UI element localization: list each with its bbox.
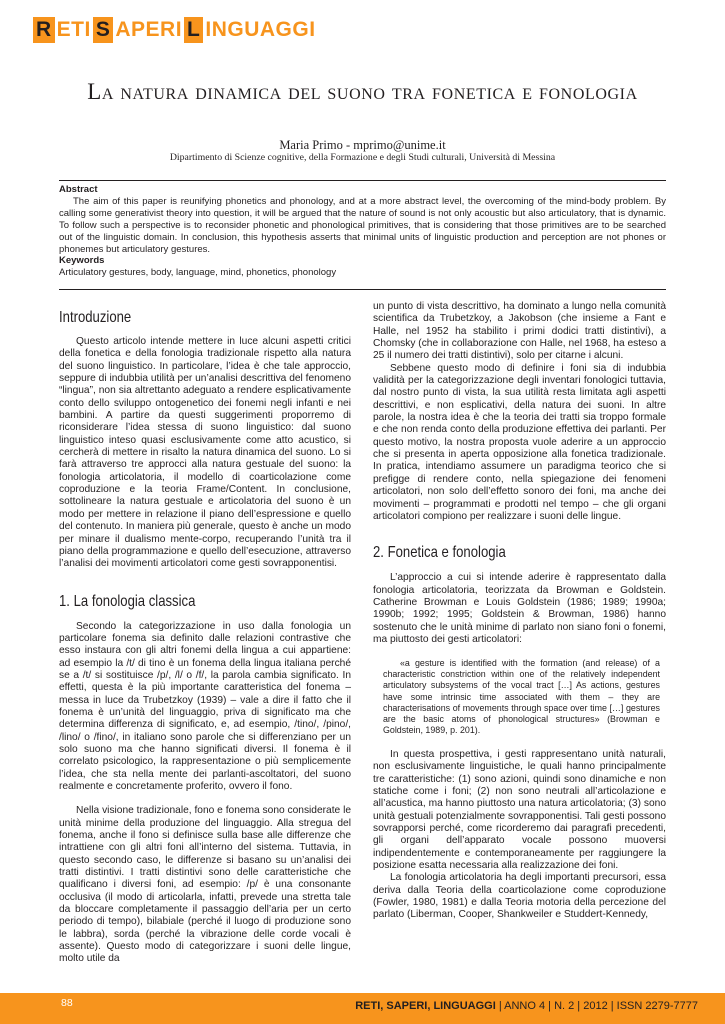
logo-letter-r: R: [33, 17, 55, 43]
logo-word-inguaggi: INGUAGGI: [205, 18, 316, 41]
logo-letter-s: S: [93, 17, 114, 43]
journal-logo: [33, 17, 318, 43]
section-heading-introduzione: Introduzione: [59, 309, 132, 326]
section1-paragraph-2: Nella visione tradizionale, fono e fonema sono considerate le unità minime della produzione del linguaggio. Alla stregua del fonema, anche il fono si definisce sulla base alle differenze che intrattiene con gli altri foni all’interno del sistema. Tuttavia, in questo secondo caso, le differenze si basano su un’analisi dei tratti distintivi. I tratti distintivi sono delle caratteristiche che qualificano i diversi foni, ad esempio: /p/ è una consonante occlusiva (il modo di articolarla, infatti, prevede una stretta tale da bloccare completamente il passaggio dell’aria per un certo periodo di tempo), bilabiale (perché il luogo di produzione sono le labbra), sorda (perché la vibrazione delle corde vocali è assente). Questo modo di categorizzare i suoni delle lingue, molto utile da: [59, 805, 351, 965]
page-number: 88: [61, 997, 73, 1009]
abstract-bottom-rule: [59, 289, 666, 290]
logo-word-aperi: APERI: [115, 18, 183, 41]
abstract-label: Abstract: [59, 184, 98, 195]
section1-paragraph-1: Secondo la categorizzazione in uso dalla fonologia un particolare fonema sia definito dalle relazioni contrastive che esso instaura con gli altri fonemi della lingua a cui appartiene: ad esempio la /t/ di tino è un fonema della lingua italiana perché se a /t/ si sostituisce /p/, /l/ o /f/, la parola cambia significato. In effetti, questa è la più importante caratteristica del fonema – messa in luce da Trubetzkoy (1939) – vale a dire il fatto che il fonema è un’unità del linguaggio, priva di significato ma che determina differenza di significato, e, ad esempio, /tino/, /pino/, /lino/ o /fino/, in italiano sono parole che si differenziano per un solo suono ma che hanno significati diversi. Il fonema è il correlato psicologico, la rappresentazione o più semplicemente l’idea, che sta nella mente dei parlanti-ascoltatori, del suono realmente e concretamente proferito, ovvero il fono.: [59, 620, 351, 792]
journal-name: RETI, SAPERI, LINGUAGGI: [355, 1000, 496, 1012]
logo-letter-l: L: [184, 17, 203, 43]
left-column: [59, 301, 351, 966]
section-heading-fonologia-classica: 1. La fonologia classica: [59, 592, 196, 610]
right-column: [373, 301, 666, 922]
section2-paragraph-2: In questa prospettiva, i gesti rappresentano unità naturali, non esclusivamente linguistiche, le quali hanno principalmente tre caratteristiche: (1) sono azioni, quindi sono dinamiche e non statiche come i foni; (2) non sono neutrali all’articolazione e all’acustica, ma hanno piuttosto una natura articolatoria; (3) sono unità gestuali potenzialmente sovrapponentisi. Tali gesti possono sovrapporsi perché, come ricorderemo dai paragrafi precedenti, gli organi dell’apparato vocale possono muoversi indipendentemente e contemporaneamente per raggiungere la posizione esatta necessaria alla realizzazione dei foni.: [373, 748, 666, 871]
logo-word-eti: ETI: [56, 18, 91, 41]
paper-title: La natura dinamica del suono tra fonetica e fonologia: [87, 79, 638, 104]
affiliation-line: Dipartimento di Scienze cognitive, della Formazione e degli Studi culturali, Università di Messina: [169, 152, 556, 163]
abstract-section: [59, 184, 666, 279]
journal-info: [355, 1000, 698, 1012]
right-paragraph-2: Sebbene questo modo di definire i foni sia di indubbia validità per la categorizzazione degli inventari fonologici tuttavia, dal nostro punto di vista, la sua utilità resta limitata agli aspetti descrittivi, e non esplicativi, della natura dei suoni. In altre parole, la nostra idea è che la teoria dei tratti sia troppo formale e che non renda conto della produzione effettiva dei parlanti. Per questo motivo, la nostra proposta vuole aderire a un approccio che si presenta in aperta opposizione alla fonetica tradizionale. In pratica, intendiamo assumere un paradigma teorico che si prefigge di rendere conto, nella spiegazione dei fenomeni articolatori, non solo dell’effetto sonoro dei foni, ma anche dei movimenti – programmati e prodotti nel tempo – che gli organi articolatori compiono per realizzare i suoni delle lingue.: [373, 362, 666, 522]
intro-paragraph: Questo articolo intende mettere in luce alcuni aspetti critici della fonetica e della fonologia tradizionale rispetto alla natura del suono linguistico. In particolare, l’idea è che tale approccio, seppure di indubbia utilità per un’analisi descrittiva del fenomeno “lingua”, non sia altrettanto adeguato a rendere esplicativamente conto dello sviluppo ontogenetico dei fonemi negli infanti e nei bambini. A partire da questi suggerimenti proporremo di riconsiderare l’idea stessa di suono linguistico: dal suono linguistico inteso quasi esclusivamente come atto acustico, si cercherà di mettere in risalto la natura dinamica del suono. Lo si farà attraverso tre approcci alla natura gestuale del suono: la fonologia articolatoria, il modello di coarticolazione come coproduzione e la teoria Frame/Content. In conclusione, sottolineare la natura gestuale e articolatoria del suono è un modo per mettere in relazione il piano dell’espressione e quello del contenuto. In maniera più generale, questo è anche un modo per minare il dualismo mente-corpo, recuperando l’unità tra il piano della programmazione e quello dell’esecuzione, attraverso l’analisi dei movimenti articolatori come gesti sovrapponentisi.: [59, 336, 351, 570]
right-paragraph-continued: un punto di vista descrittivo, ha dominato a lungo nella comunità scientifica da Trubetzkoy, a Jakobson (che insieme a Fant e Halle, nel 1952 ha stabilito i primi dodici tratti distintivi), a Chomsky (che in collaborazione con Halle, nel 1968, ha esteso a 25 il numero dei tratti distintivi), solo per citarne i alcuni.: [373, 301, 666, 362]
block-quote: «a gesture is identified with the formation (and release) of a characteristic constriction within one of the relatively independent articulatory subsystems of the vocal tract […] As actions, gestures have some intrinsic time associated with them – they are characterisations of movements through space over time […] gestures are the basic atoms of phonological structures» (Browman e Goldstein, 1989, p. 201).: [383, 658, 660, 735]
abstract-text: The aim of this paper is reunifying phonetics and phonology, and at a more abstract level, the overcoming of the mind-body problem. By calling some generativist theory into question, it will be argued that the nature of sound is not only acoustic but also articulatory, that is dynamic. To follow such a perspective is to reconsider phonetic and phonological primitives, that is considering that those primitives are to be searched out of the linguistic domain. In conclusion, this hypothesis asserts that minimal units of linguistic production and perception are not phones or phonemes but articulatory gestures.: [59, 195, 666, 255]
journal-details: | ANNO 4 | N. 2 | 2012 | ISSN 2279-7777: [495, 1000, 698, 1012]
abstract-top-rule: [59, 180, 666, 181]
section2-paragraph-1: L’approccio a cui si intende aderire è rappresentato dalla fonologia articolatoria, teorizzata da Browman e Goldstein. Catherine Browman e Louis Goldstein (1986; 1989; 1990a; 1990b; 1992; 1995; Goldstein & Browman, 1986) hanno sostenuto che le unità minime di parlato non siano foni o fonemi, ma piuttosto dei gesti articolatori:: [373, 572, 666, 645]
author-line: Maria Primo - mprimo@unime.it: [279, 138, 446, 152]
section2-paragraph-3: La fonologia articolatoria ha degli importanti precursori, essa deriva dalla Teoria della coarticolazione come coproduzione (Fowler, 1980, 1981) e dalla Teoria motoria della percezione del parlato (Liberman, Cooper, Shankweiler e Studdert-Kennedy,: [373, 872, 666, 921]
section-heading-fonetica-fonologia: 2. Fonetica e fonologia: [373, 544, 506, 562]
keywords-label: Keywords: [59, 255, 105, 267]
keywords-text: Articulatory gestures, body, language, mind, phonetics, phonology: [59, 267, 337, 279]
